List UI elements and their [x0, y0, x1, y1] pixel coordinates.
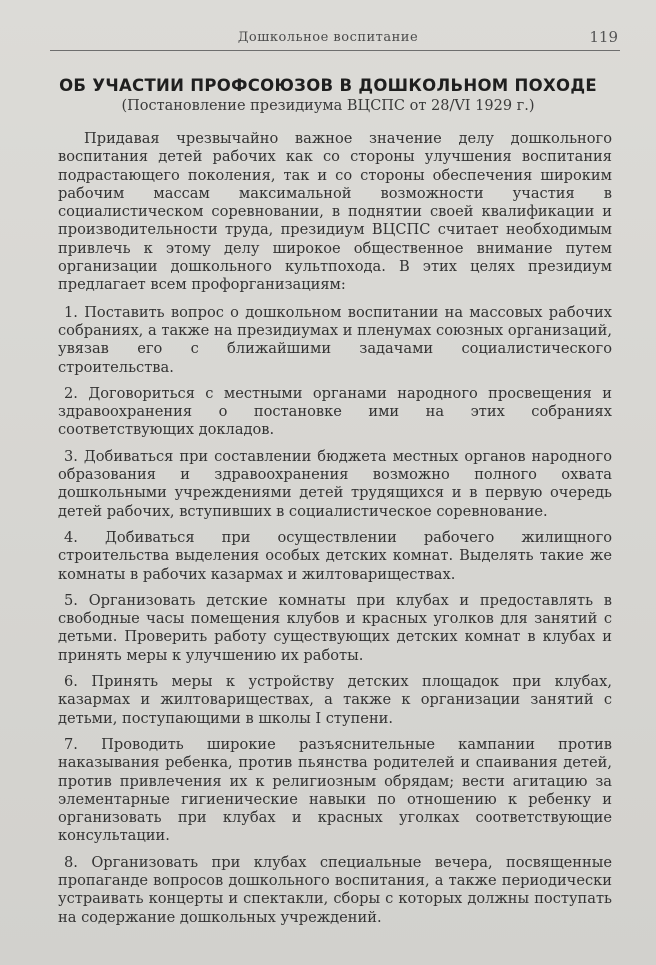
- list-item: [58, 529, 612, 584]
- item-text: Договориться с местными органами народного просвещения и здравоохранения о постановке ими на этих собраниях соответствующих докладов.: [58, 384, 613, 439]
- document-body: [58, 130, 612, 935]
- running-head: [0, 28, 656, 50]
- item-number: 5.: [64, 591, 78, 609]
- item-number: 3.: [64, 447, 78, 465]
- header-rule: [50, 50, 620, 51]
- document-subtitle: (Постановление президиума ВЦСПС от 28/VI 1929 г.): [121, 98, 535, 114]
- item-number: 2.: [64, 384, 78, 402]
- item-number: 7.: [64, 735, 78, 753]
- list-item: [58, 592, 612, 665]
- intro-paragraph: Придавая чрезвычайно важное значение делу дошкольного воспитания детей рабочих как со стороны улучшения воспитания подрастающего поколения, так и со стороны обеспечения широким рабочим массам максимальной возможности участия в социалистическом соревновании, в поднятии своей квалификации и производительности труда, президиум ВЦСПС считает необходимым привлечь к этому делу широкое общественное внимание путем организации дошкольного культпохода. В этих целях президиум предлагает всем профорганизациям:: [58, 130, 612, 294]
- item-text: Организовать детские комнаты при клубах и предоставлять в свободные часы помещения клубов и красных уголков для занятий с детьми. Проверить работу существующих детских комнат в клубах и принять меры к улучшению их работы.: [58, 591, 612, 664]
- list-item: [58, 854, 612, 927]
- item-text: Проводить широкие разъяснительные кампании против наказывания ребенка, против пьянства родителей и спаивания детей, против привлечения их к религиозным обрядам; вести агитацию за элементарные гигиенические навыки по отношению к ребенку и организовать при клубах и красных уголках соответствующие консультации.: [58, 735, 613, 845]
- list-item: [58, 304, 612, 377]
- document-title: ОБ УЧАСТИИ ПРОФСОЮЗОВ В ДОШКОЛЬНОМ ПОХОДЕ: [59, 76, 597, 95]
- running-title: Дошкольное воспитание: [237, 30, 419, 45]
- item-number: 8.: [64, 853, 78, 871]
- item-text: Принять меры к устройству детских площадок при клубах, казармах и жилтовариществах, а также к организации занятий с детьми, поступающими в школы I ступени.: [58, 673, 612, 727]
- item-number: 1.: [64, 303, 78, 321]
- item-text: Добиваться при составлении бюджета местных органов народного образования и здравоохранения возможно полного охвата дошкольными учреждениями детей трудящихся и в первую очередь детей рабочих, вступивших в социалистическое соревнование.: [58, 447, 612, 520]
- list-item: [58, 673, 612, 728]
- item-number: 4.: [64, 528, 78, 546]
- item-number: 6.: [64, 673, 78, 691]
- list-item: [58, 385, 612, 440]
- item-text: Поставить вопрос о дошкольном воспитании на массовых рабочих собраниях, а также на президиумах и пленумах союзных организаций, увязав его с ближайшими задачами социалистического строительства.: [58, 303, 612, 376]
- page-number: 119: [589, 28, 618, 46]
- item-text: Добиваться при осуществлении рабочего жилищного строительства выделения особых детских комнат. Выделять такие же комнаты в рабочих казармах и жилтовариществах.: [58, 528, 612, 583]
- list-item: [58, 736, 612, 846]
- item-text: Организовать при клубах специальные вечера, посвященные пропаганде вопросов дошкольного воспитания, а также периодически устраивать концерты и спектакли, сборы с которых должны поступать на содержание дошкольных учреждений.: [58, 853, 613, 926]
- list-item: [58, 448, 612, 521]
